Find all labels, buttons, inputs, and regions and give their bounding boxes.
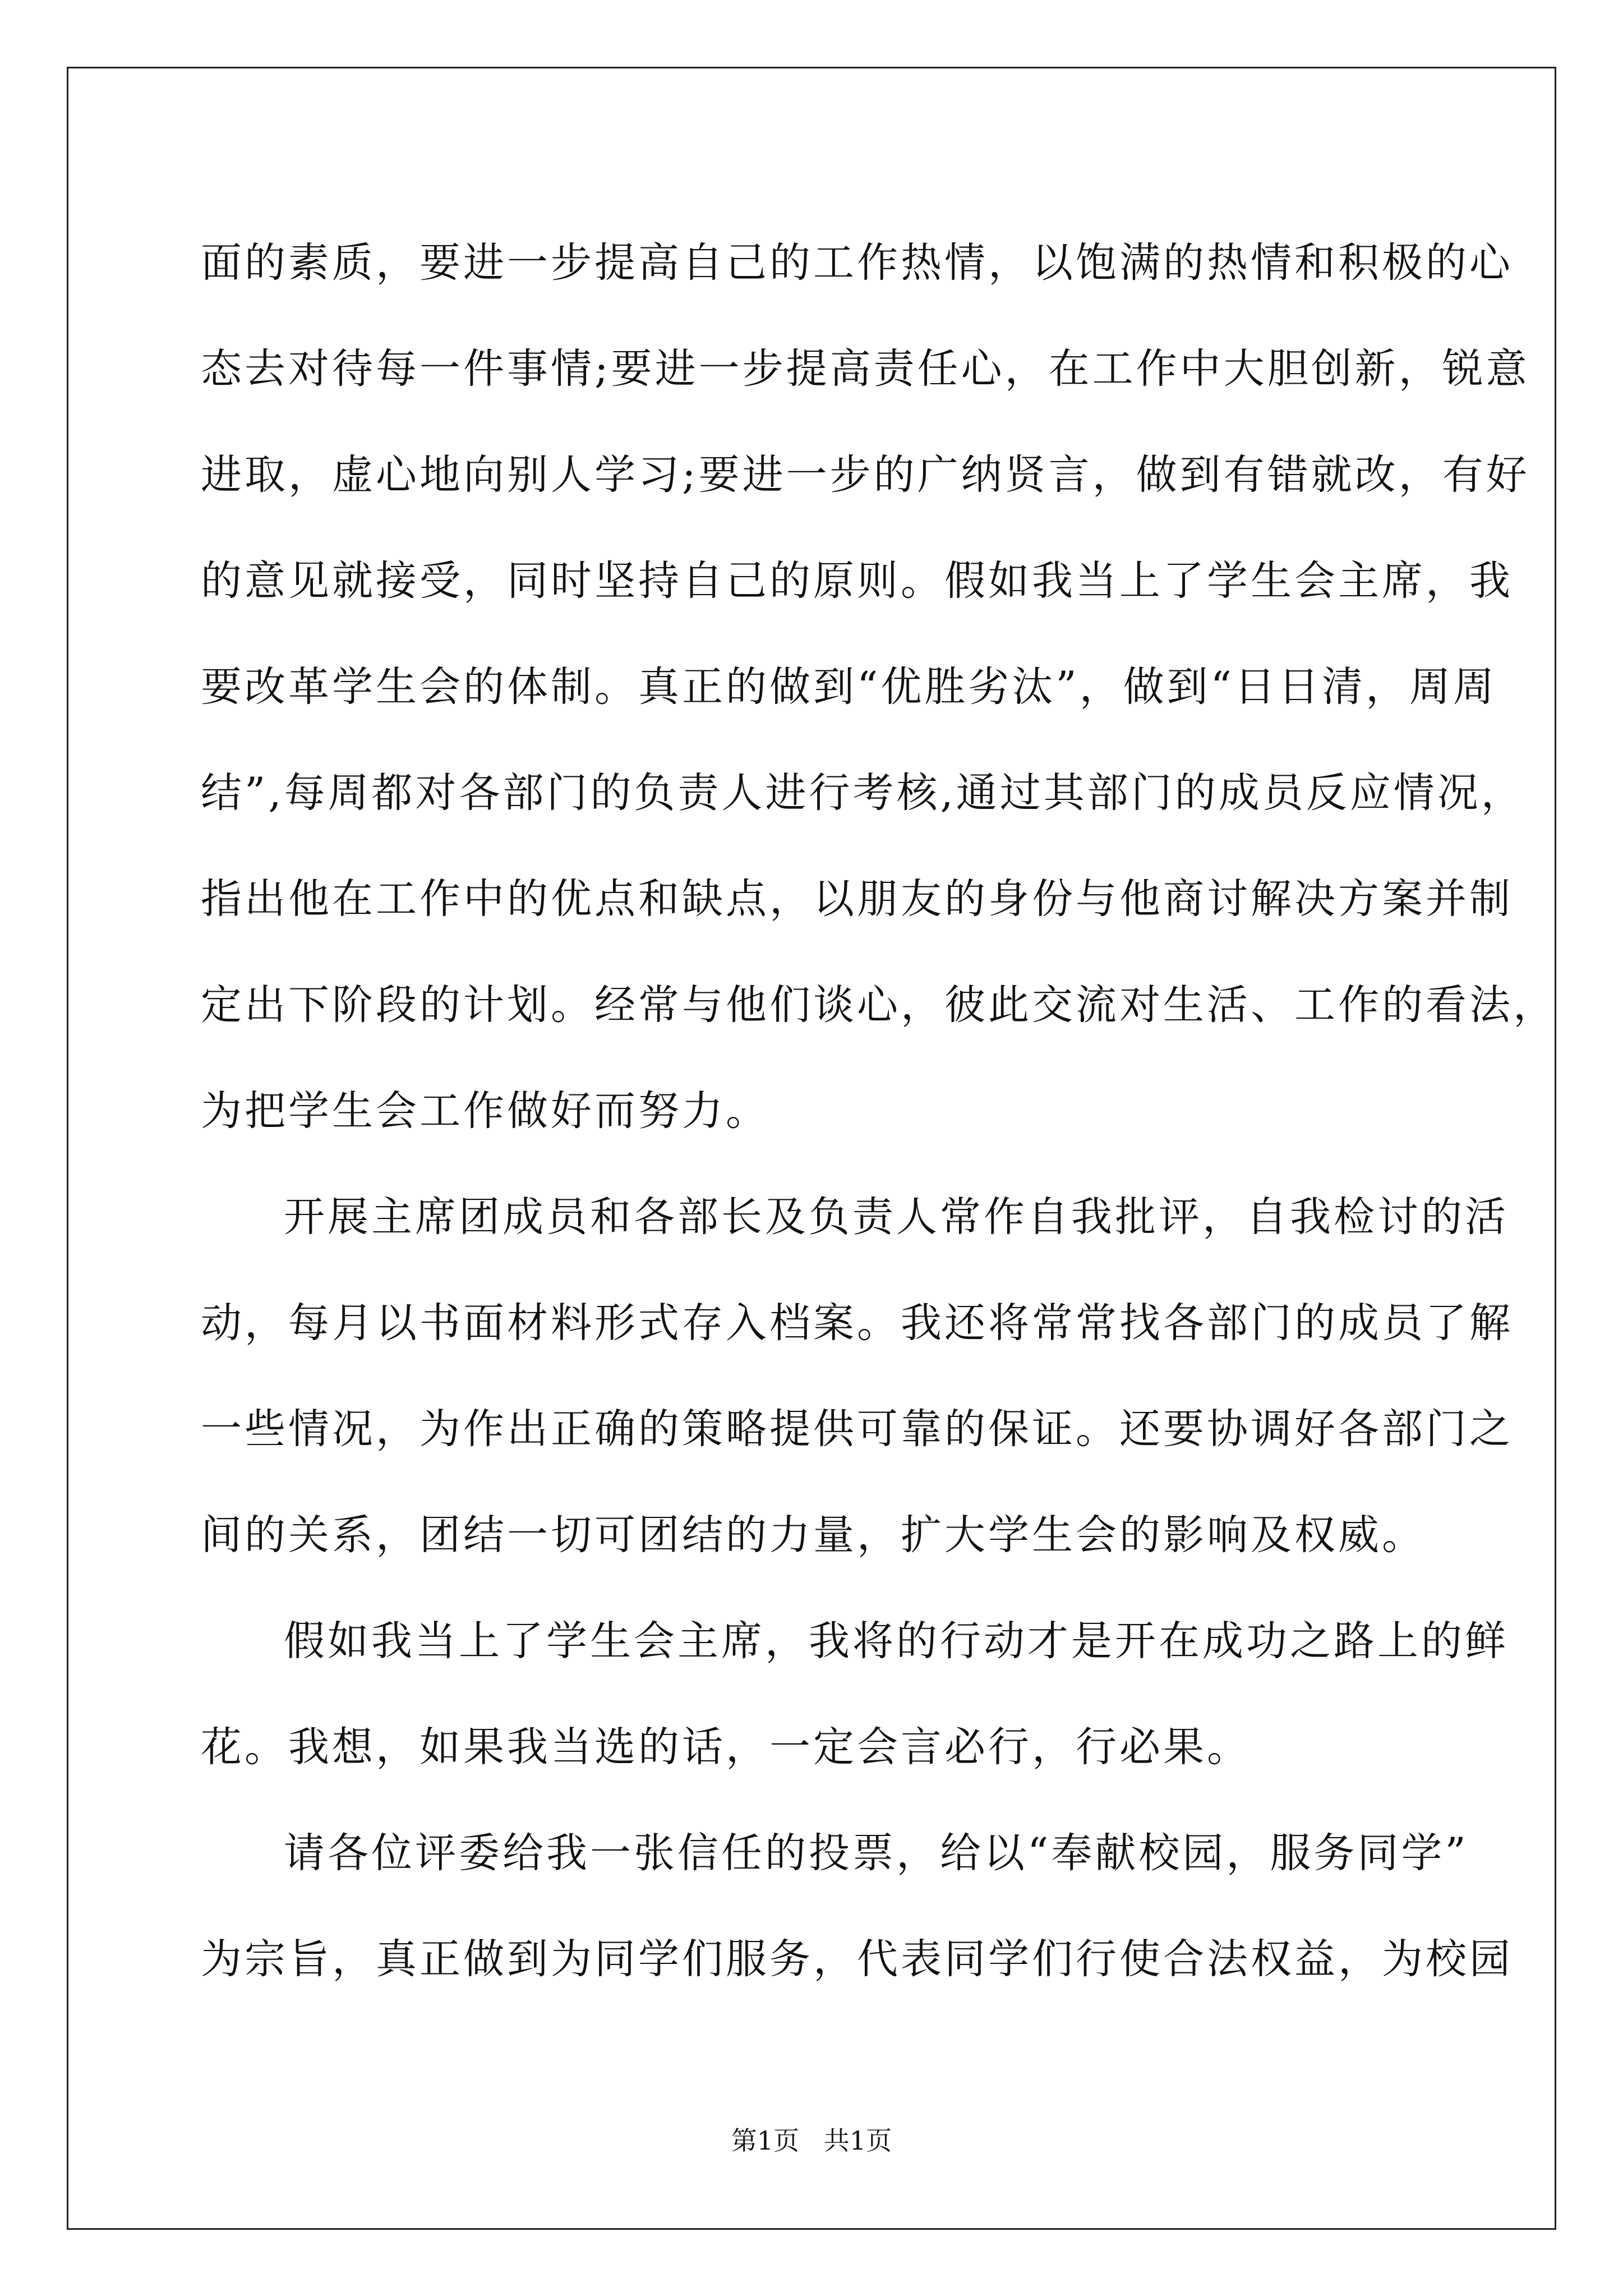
text-line: 态去对待每一件事情;要进一步提高责任心，在工作中大胆创新，锐意: [201, 345, 1530, 393]
paragraph-4: [201, 1800, 1513, 2012]
paragraph-3: [201, 1588, 1509, 1800]
paragraph-1: [201, 210, 1557, 1164]
text-line: 花。我想，如果我当选的话，一定会言必行，行必果。: [201, 1723, 1251, 1771]
text-line: 一些情况，为作出正确的策略提供可靠的保证。还要协调好各部门之: [201, 1405, 1513, 1453]
text-line: 为宗旨，真正做到为同学们服务，代表同学们行使合法权益，为校园: [201, 1935, 1513, 1983]
text-line: 面的素质，要进一步提高自己的工作热情，以饱满的热情和积极的心: [201, 239, 1513, 287]
text-line: 定出下阶段的计划。经常与他们谈心，彼此交流对生活、工作的看法，: [201, 981, 1557, 1029]
text-line: 指出他在工作中的优点和缺点，以朋友的身份与他商讨解决方案并制: [201, 875, 1513, 923]
text-line: 开展主席团成员和各部长及负责人常作自我批评，自我检讨的活: [284, 1193, 1509, 1241]
document-body: [201, 210, 1557, 2012]
text-line: 结”,每周都对各部门的负责人进行考核,通过其部门的成员反应情况，: [201, 769, 1525, 817]
text-line: 动，每月以书面材料形式存入档案。我还将常常找各部门的成员了解: [201, 1299, 1513, 1347]
text-line: 间的关系，团结一切可团结的力量，扩大学生会的影响及权威。: [201, 1511, 1426, 1559]
text-line: 进取，虚心地向别人学习;要进一步的广纳贤言，做到有错就改，有好: [201, 451, 1530, 499]
text-line: 请各位评委给我一张信任的投票，给以“奉献校园，服务同学”: [284, 1829, 1469, 1877]
page-footer: 第1页 共1页: [731, 2125, 892, 2156]
text-line: 要改革学生会的体制。真正的做到“优胜劣汰”，做到“日日清，周周: [201, 663, 1497, 711]
text-line: 的意见就接受，同时坚持自己的原则。假如我当上了学生会主席，我: [201, 557, 1513, 605]
paragraph-2: [201, 1164, 1513, 1588]
text-line: 为把学生会工作做好而努力。: [201, 1087, 769, 1135]
text-line: 假如我当上了学生会主席，我将的行动才是开在成功之路上的鲜: [284, 1617, 1509, 1665]
